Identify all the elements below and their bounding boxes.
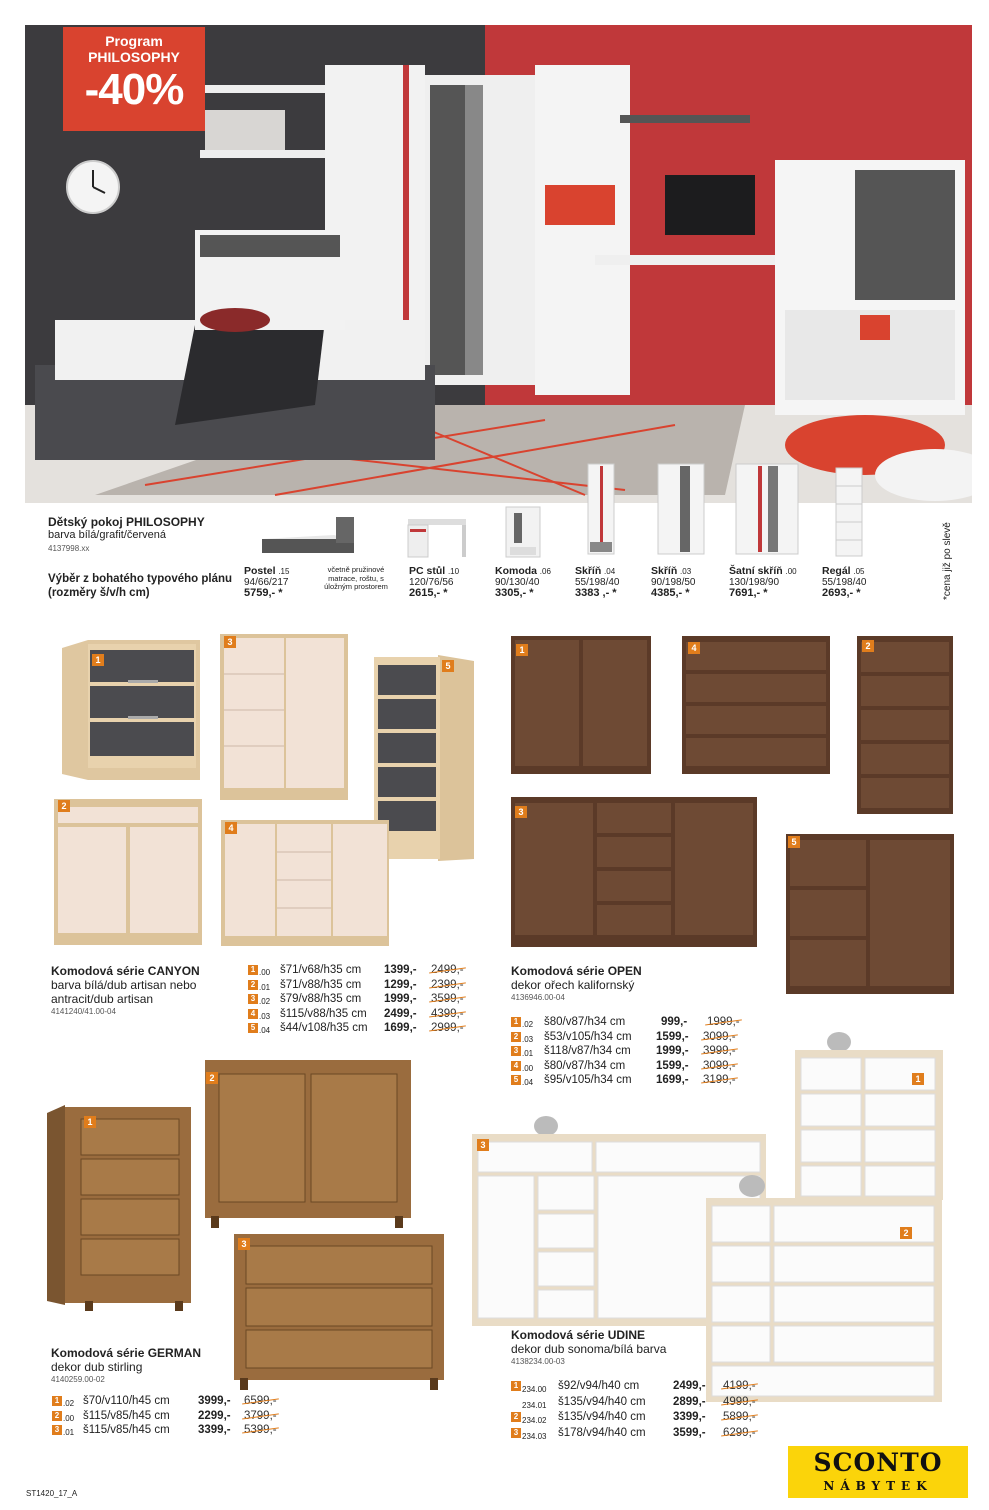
item-dims: 120/76/56 xyxy=(409,577,454,588)
variant-old-price: 4399,- xyxy=(431,1007,464,1020)
variant-number: 4 xyxy=(248,1009,258,1019)
german-variant-list xyxy=(52,1394,292,1438)
german-chest-3 xyxy=(232,1232,446,1392)
german-badge-1: 1 xyxy=(84,1116,96,1128)
variant-number: 2 xyxy=(511,1032,521,1042)
variant-dims: š135/v94/h40 cm xyxy=(558,1395,646,1408)
canyon-title-block xyxy=(51,964,251,1017)
logo-text: SCONTO xyxy=(813,1448,943,1477)
item-price: 3305,- * xyxy=(495,587,534,599)
german-desc1: dekor dub stirling xyxy=(51,1360,143,1374)
german-title: Komodová série GERMAN xyxy=(51,1346,202,1360)
variant-suffix: 234.02 xyxy=(522,1416,547,1425)
open-code: 4136946.00-04 xyxy=(511,993,565,1002)
variant-suffix: 234.03 xyxy=(522,1431,547,1441)
canyon-title: Komodová série CANYON xyxy=(51,964,200,978)
variant-dims: š115/v85/h45 cm xyxy=(83,1424,170,1436)
open-tall-2 xyxy=(855,634,955,816)
variant-suffix: .02 xyxy=(259,997,271,1006)
variant-row xyxy=(52,1423,292,1438)
item-code: .05 xyxy=(853,567,865,576)
item-dims: 90/198/50 xyxy=(651,577,696,588)
variant-price: 3999,- xyxy=(198,1395,231,1407)
variant-number: 5 xyxy=(511,1075,521,1085)
open-badge-3: 3 xyxy=(515,806,527,818)
udine-chest-2 xyxy=(704,1172,944,1404)
item-code: .03 xyxy=(680,567,692,576)
variant-price: 2899,- xyxy=(673,1395,706,1408)
variant-suffix: .01 xyxy=(259,982,271,992)
german-tall-1 xyxy=(45,1105,193,1313)
variant-price: 2299,- xyxy=(198,1409,231,1422)
item-code: .15 xyxy=(278,567,290,576)
variant-number: 1 xyxy=(511,1017,521,1027)
item-price: 3383 ,- * xyxy=(575,587,617,599)
variant-row xyxy=(248,1021,488,1036)
variant-row xyxy=(511,1379,771,1395)
variant-suffix: .04 xyxy=(522,1078,534,1087)
variant-suffix: 234.00 xyxy=(522,1385,547,1394)
udine-badge-3: 3 xyxy=(477,1139,489,1151)
open-variant-list xyxy=(511,1015,751,1088)
open-cabinet-5 xyxy=(784,832,956,996)
item-price: 5759,- * xyxy=(244,587,283,599)
german-code: 4140259.00-02 xyxy=(51,1375,105,1384)
item-name: Regál xyxy=(822,565,851,577)
udine-code: 4138234.00-03 xyxy=(511,1357,565,1366)
item-name: PC stůl xyxy=(409,565,446,577)
variant-old-price: 4999,- xyxy=(723,1395,756,1411)
variant-row xyxy=(248,992,488,1007)
variant-row xyxy=(511,1030,751,1045)
item-price: 4385,- * xyxy=(651,587,690,599)
variant-price: 1599,- xyxy=(656,1059,689,1072)
canyon-badge-3: 3 xyxy=(224,636,236,648)
variant-suffix: .00 xyxy=(63,1413,75,1423)
philosophy-item-pc-stul xyxy=(409,566,459,599)
variant-number: 1 xyxy=(511,1381,521,1391)
item-dims: 90/130/40 xyxy=(495,577,540,588)
item-dims: 94/66/217 xyxy=(244,577,289,588)
variant-old-price: 5399,- xyxy=(244,1424,277,1436)
item-code: .06 xyxy=(539,567,551,576)
variant-price: 3599,- xyxy=(673,1426,706,1439)
variant-dims: š44/v108/h35 cm xyxy=(280,1022,368,1034)
variant-old-price: 6599,- xyxy=(244,1395,277,1407)
variant-number: 3 xyxy=(248,994,258,1004)
variant-old-price: 4199,- xyxy=(723,1379,756,1395)
variant-suffix: .04 xyxy=(259,1026,271,1035)
variant-row xyxy=(511,1426,771,1442)
variant-row xyxy=(511,1015,751,1030)
variant-price: 1399,- xyxy=(384,964,417,976)
variant-suffix: .00 xyxy=(522,1063,534,1073)
philosophy-item-skrin-1 xyxy=(575,566,620,599)
variant-number: 3 xyxy=(511,1046,521,1056)
variant-old-price: 3099,- xyxy=(703,1030,736,1043)
variant-suffix: .03 xyxy=(522,1034,534,1044)
german-badge-3: 3 xyxy=(238,1238,250,1250)
open-sideboard-3 xyxy=(509,795,759,949)
variant-old-price: 3599,- xyxy=(431,993,464,1005)
variant-price: 3399,- xyxy=(198,1424,231,1436)
variant-old-price: 1999,- xyxy=(707,1016,740,1028)
open-badge-5: 5 xyxy=(788,836,800,848)
postel-note: včetně pružinové matrace, roštu, s úložným prostorem xyxy=(324,565,388,591)
variant-price: 1599,- xyxy=(656,1030,689,1043)
variant-dims: š115/v88/h35 cm xyxy=(280,1007,367,1020)
variant-old-price: 3099,- xyxy=(703,1059,736,1072)
open-chest-4 xyxy=(680,634,832,776)
canyon-sideboard-2 xyxy=(52,797,204,947)
variant-row xyxy=(511,1073,751,1088)
canyon-desc1: barva bílá/dub artisan nebo xyxy=(51,978,197,992)
thumb-pc-stul xyxy=(406,515,468,560)
udine-variant-list xyxy=(511,1379,771,1441)
udine-badge-2: 2 xyxy=(900,1227,912,1239)
variant-dims: š53/v105/h34 cm xyxy=(544,1030,632,1043)
thumb-komoda xyxy=(504,505,542,560)
variant-dims: š115/v85/h45 cm xyxy=(83,1409,170,1422)
thumb-skrin-2 xyxy=(656,462,706,557)
page-code: ST1420_17_A xyxy=(26,1489,78,1498)
variant-row xyxy=(511,1059,751,1074)
udine-title-block xyxy=(511,1328,741,1367)
philosophy-subtitle: Výběr z bohatého typového plánu (rozměry š/v/h cm) xyxy=(48,573,233,599)
promo-line2: PHILOSOPHY xyxy=(88,49,180,65)
german-sideboard-2 xyxy=(203,1058,413,1230)
item-code: .00 xyxy=(785,567,797,576)
variant-dims: š178/v94/h40 cm xyxy=(558,1426,646,1439)
variant-price: 2499,- xyxy=(384,1007,417,1020)
variant-row xyxy=(248,1007,488,1022)
udine-badge-1: 1 xyxy=(912,1073,924,1085)
canyon-badge-2: 2 xyxy=(58,800,70,812)
variant-dims: š92/v94/h40 cm xyxy=(558,1380,640,1392)
variant-dims: š71/v68/h35 cm xyxy=(280,964,362,976)
variant-old-price: 3799,- xyxy=(244,1409,277,1422)
thumb-satni-skrin xyxy=(734,462,800,557)
variant-old-price: 3199,- xyxy=(703,1074,736,1086)
canyon-badge-5: 5 xyxy=(442,660,454,672)
canyon-variant-list xyxy=(248,963,488,1036)
variant-row xyxy=(52,1394,292,1409)
philosophy-color: barva bílá/grafit/červená xyxy=(48,529,167,541)
promo-badge xyxy=(63,27,205,131)
variant-row xyxy=(248,963,488,978)
canyon-cabinet-3 xyxy=(218,632,350,802)
canyon-desc2: antracit/dub artisan xyxy=(51,992,154,1006)
item-dims: 130/198/90 xyxy=(729,577,780,588)
variant-dims: š70/v110/h45 cm xyxy=(83,1395,170,1407)
variant-number: 2 xyxy=(248,980,258,990)
item-name: Skříň xyxy=(651,565,678,577)
open-title: Komodová série OPEN xyxy=(511,964,642,978)
variant-suffix: .02 xyxy=(522,1020,534,1029)
variant-suffix: .01 xyxy=(63,1428,75,1437)
variant-number: 3 xyxy=(511,1428,521,1438)
philosophy-item-skrin-2 xyxy=(651,566,696,599)
variant-price: 2499,- xyxy=(673,1380,706,1392)
thumb-regal xyxy=(834,466,864,558)
variant-number: 3 xyxy=(52,1425,62,1435)
variant-price: 3399,- xyxy=(673,1411,706,1423)
variant-old-price: 5899,- xyxy=(723,1410,756,1426)
variant-old-price: 2499,- xyxy=(431,964,464,976)
canyon-code: 4141240/41.00-04 xyxy=(51,1007,116,1016)
philosophy-item-postel xyxy=(244,566,289,599)
canyon-dresser-1 xyxy=(58,640,204,784)
open-desc1: dekor ořech kalifornský xyxy=(511,978,635,992)
price-after-discount-note: *cena již po slevě xyxy=(942,522,953,600)
open-sideboard-1 xyxy=(509,634,653,776)
variant-row xyxy=(511,1044,751,1059)
variant-price: 999,- xyxy=(661,1016,688,1028)
variant-number: 5 xyxy=(248,1023,258,1033)
sconto-logo xyxy=(788,1446,968,1498)
german-badge-2: 2 xyxy=(206,1072,218,1084)
canyon-badge-1: 1 xyxy=(92,654,104,666)
item-price: 2615,- * xyxy=(409,587,448,599)
item-code: .04 xyxy=(604,567,616,576)
variant-number: 1 xyxy=(248,965,258,975)
item-dims: 55/198/40 xyxy=(575,577,620,588)
variant-suffix: 234.01 xyxy=(522,1400,547,1410)
udine-title: Komodová série UDINE xyxy=(511,1328,646,1342)
item-name: Komoda xyxy=(495,565,537,577)
variant-row xyxy=(511,1410,771,1426)
philosophy-item-satni-skrin xyxy=(729,566,797,599)
item-name: Skříň xyxy=(575,565,602,577)
variant-suffix: .00 xyxy=(259,968,271,977)
item-price: 7691,- * xyxy=(729,587,768,599)
variant-dims: š80/v87/h34 cm xyxy=(544,1016,626,1028)
philosophy-item-regal xyxy=(822,566,867,599)
variant-number: 2 xyxy=(511,1412,521,1422)
variant-price: 1999,- xyxy=(384,993,417,1005)
variant-old-price: 2399,- xyxy=(431,978,464,991)
philosophy-item-komoda xyxy=(495,566,551,599)
variant-suffix: .02 xyxy=(63,1399,75,1408)
promo-line1: Program xyxy=(105,33,163,49)
variant-old-price: 6299,- xyxy=(723,1426,756,1442)
variant-dims: š79/v88/h35 cm xyxy=(280,993,362,1005)
variant-number: 2 xyxy=(52,1411,62,1421)
variant-dims: š71/v88/h35 cm xyxy=(280,978,362,991)
philosophy-title: Dětský pokoj PHILOSOPHY xyxy=(48,515,205,529)
open-badge-1: 1 xyxy=(516,644,528,656)
variant-dims: š135/v94/h40 cm xyxy=(558,1411,646,1423)
variant-row xyxy=(248,978,488,993)
variant-price: 1299,- xyxy=(384,978,417,991)
thumb-postel xyxy=(258,513,358,558)
philosophy-title-block xyxy=(48,516,238,555)
variant-suffix: .01 xyxy=(522,1049,534,1058)
philosophy-code: 4137998.xx xyxy=(48,544,90,553)
variant-old-price: 3999,- xyxy=(703,1045,736,1057)
variant-price: 1699,- xyxy=(656,1074,689,1086)
item-name: Šatní skříň xyxy=(729,565,783,577)
item-dims: 55/198/40 xyxy=(822,577,867,588)
variant-row xyxy=(52,1409,292,1424)
variant-dims: š95/v105/h34 cm xyxy=(544,1074,632,1086)
thumb-skrin-1 xyxy=(586,462,616,557)
promo-discount: -40% xyxy=(84,65,184,114)
hero-image xyxy=(25,25,972,503)
variant-price: 1699,- xyxy=(384,1022,417,1034)
variant-suffix: .03 xyxy=(259,1011,271,1021)
item-price: 2693,- * xyxy=(822,587,861,599)
canyon-chest-4 xyxy=(219,818,391,948)
canyon-badge-4: 4 xyxy=(225,822,237,834)
udine-desc1: dekor dub sonoma/bílá barva xyxy=(511,1342,667,1356)
variant-price: 1999,- xyxy=(656,1045,689,1057)
variant-dims: š80/v87/h34 cm xyxy=(544,1059,626,1072)
variant-row xyxy=(511,1395,771,1411)
variant-dims: š118/v87/h34 cm xyxy=(544,1045,631,1057)
open-badge-4: 4 xyxy=(688,642,700,654)
variant-old-price: 2999,- xyxy=(431,1022,464,1034)
item-name: Postel xyxy=(244,565,276,577)
item-code: .10 xyxy=(447,567,460,576)
open-title-block xyxy=(511,964,731,1003)
variant-number: 4 xyxy=(511,1061,521,1071)
logo-subtext: NÁBYTEK xyxy=(823,1479,933,1493)
variant-number: 1 xyxy=(52,1396,62,1406)
open-badge-2: 2 xyxy=(862,640,874,652)
variant-number xyxy=(511,1397,521,1407)
german-title-block xyxy=(51,1346,251,1385)
